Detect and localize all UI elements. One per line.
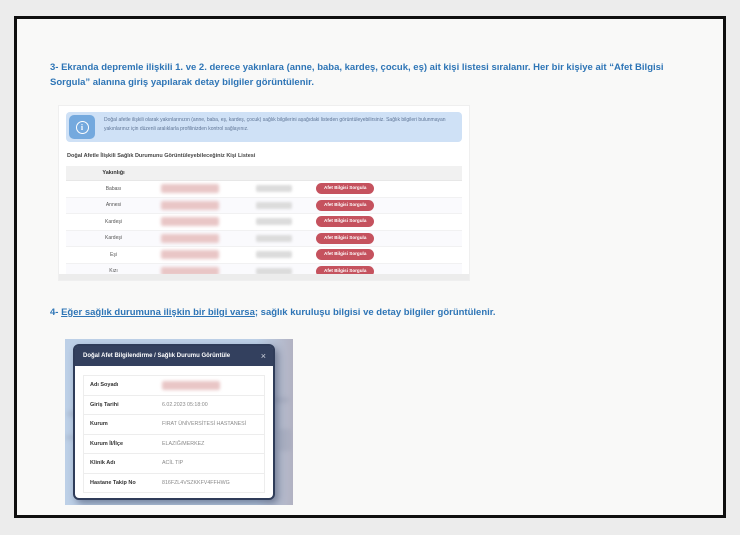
detail-table (83, 375, 265, 493)
table-row (66, 247, 462, 264)
relation-label: Kardeşi (105, 218, 122, 225)
field-row (84, 454, 264, 474)
table-row (66, 231, 462, 248)
step3-text: 3- Ekranda depremle ilişkili 1. ve 2. derece yakınlara (anne, baba, kardeş, çocuk, eş) ait kişi listesi sıralanır. Her bir kişiye ait “Afet Bilgisi Sorgula” alanına giriş yapılarak detay bilgiler görüntülenir. (50, 62, 664, 88)
afet-bilgisi-sorgula-button[interactable]: Afet Bilgisi Sorgula (316, 266, 374, 277)
relation-header: Yakınlığı (102, 170, 125, 176)
redacted-name (161, 234, 219, 243)
field-row (84, 415, 264, 435)
relation-label: Kardeşi (105, 235, 122, 242)
relation-label: Annesi (105, 202, 122, 209)
screenshot-modal (65, 339, 293, 505)
info-banner (66, 112, 462, 142)
redacted-name (161, 250, 219, 259)
info-icon-glyph: i (76, 121, 89, 134)
modal-header (75, 346, 273, 366)
person-table (66, 166, 462, 280)
field-value: 6.02.2023 05:18:00 (162, 401, 208, 408)
field-label: Kurum (90, 421, 108, 428)
afet-bilgisi-sorgula-button[interactable]: Afet Bilgisi Sorgula (316, 249, 374, 260)
table-row (66, 198, 462, 215)
field-label: Klinik Adı (90, 460, 116, 467)
background-smudge (279, 429, 291, 451)
table-row (66, 214, 462, 231)
person-list-title: Doğal Afetle İlişkili Sağlık Durumunu Görüntüleyebileceğiniz Kişi Listesi (67, 153, 256, 159)
redacted-id (256, 218, 292, 225)
step4-prefix: 4- (50, 307, 62, 318)
redacted-id (256, 202, 292, 209)
redacted-name (161, 201, 219, 210)
redacted-name (161, 184, 219, 193)
afet-bilgisi-sorgula-button[interactable]: Afet Bilgisi Sorgula (316, 216, 374, 227)
field-value: ELAZIĞ/MERKEZ (162, 440, 205, 447)
redacted-name (161, 217, 219, 226)
screenshot-footer-strip (59, 274, 469, 280)
relation-label: Kızı (109, 268, 118, 275)
modal-title: Doğal Afet Bilgilendirme / Sağlık Durumu Görüntüle (83, 353, 231, 359)
afet-bilgisi-sorgula-button[interactable]: Afet Bilgisi Sorgula (316, 233, 374, 244)
redacted-id (256, 235, 292, 242)
field-label: Adı Soyadı (90, 382, 119, 389)
redacted-id (256, 251, 292, 258)
afet-bilgisi-sorgula-button[interactable]: Afet Bilgisi Sorgula (316, 183, 374, 194)
field-row (84, 396, 264, 416)
person-table-header (66, 166, 462, 181)
field-label: Kurum İl/İlçe (90, 440, 124, 447)
screenshot-person-list (58, 105, 470, 281)
page-frame (14, 16, 726, 518)
background-smudge (273, 397, 289, 403)
field-value: ACİL TIP (162, 460, 184, 467)
health-status-modal (73, 344, 275, 500)
field-row (84, 376, 264, 396)
afet-bilgisi-sorgula-button[interactable]: Afet Bilgisi Sorgula (316, 200, 374, 211)
field-row (84, 435, 264, 455)
info-icon (69, 115, 95, 139)
step4-underlined: Eğer sağlık durumuna ilişkin bir bilgi varsa (61, 307, 255, 318)
field-value: 816FZL4VSZKKFV4FFHWG (162, 479, 230, 486)
step3-instruction (50, 61, 700, 90)
relation-label: Babası (105, 185, 122, 192)
info-banner-text: Doğal afetle ilişkili olarak yakınlarınızın (anne, baba, eş, kardeş, çocuk) sağlık bilgilerini aşağıdaki listeden görüntüleyebilirsiniz. Sağlık bilgileri bulunmayan yakınlarınız için düzenli aralıklarla profilinizden kontrol sağlayınız. (104, 117, 446, 132)
redacted-id (256, 185, 292, 192)
close-icon[interactable]: × (260, 350, 266, 361)
relation-label: Eşi (110, 251, 117, 258)
step4-rest: ; sağlık kuruluşu bilgisi ve detay bilgiler görüntülenir. (254, 307, 496, 318)
step4-instruction (50, 306, 700, 321)
modal-body (75, 366, 273, 502)
field-label: Hastane Takip No (90, 479, 136, 486)
field-row (84, 474, 264, 494)
redacted-name (162, 381, 220, 390)
field-label: Giriş Tarihi (90, 401, 119, 408)
field-value: FIRAT ÜNİVERSİTESİ HASTANESİ (162, 421, 247, 428)
table-row (66, 181, 462, 198)
